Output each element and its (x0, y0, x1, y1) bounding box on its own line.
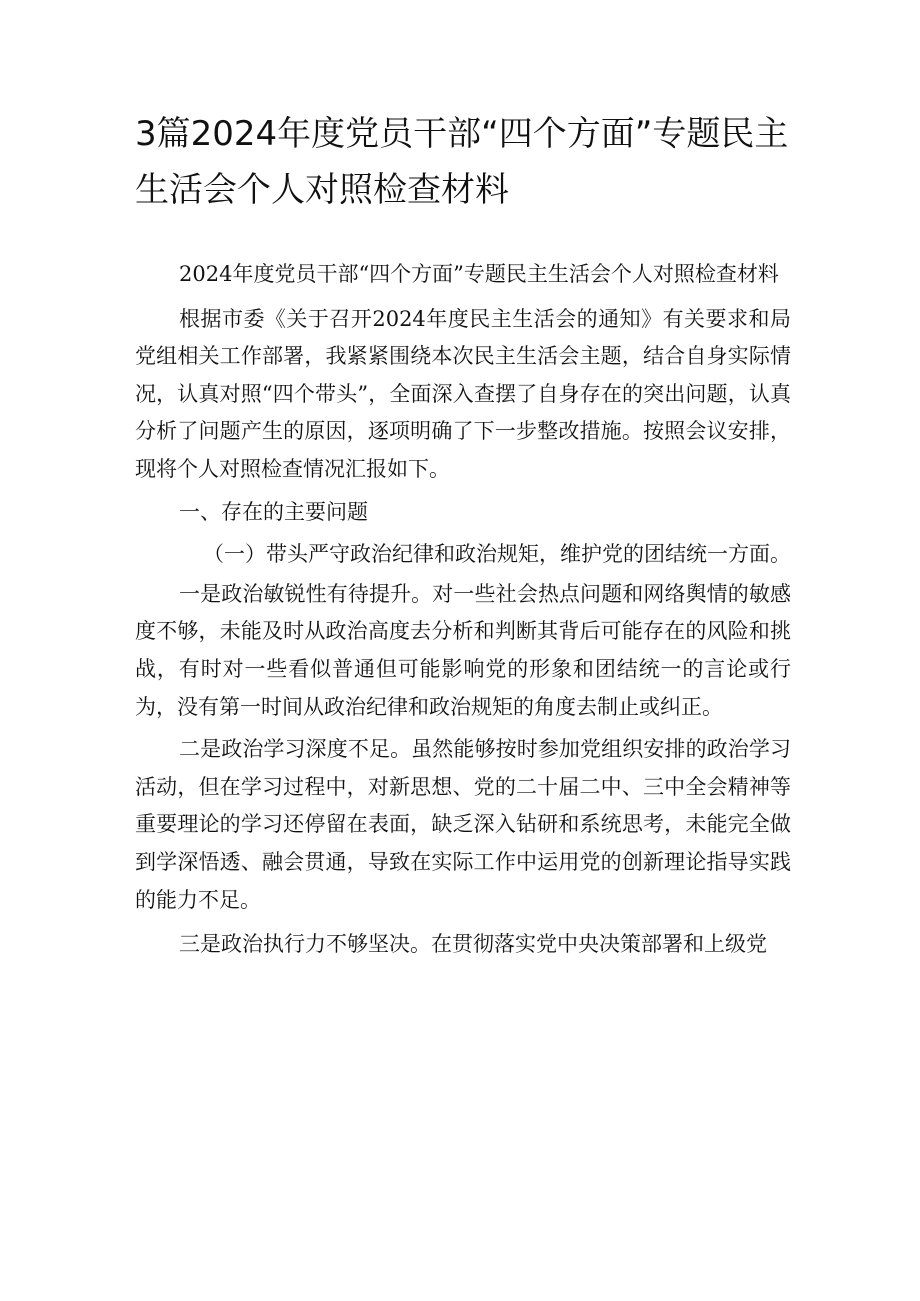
document-subtitle: 2024年度党员干部“四个方面”专题民主生活会个人对照检查材料 (179, 262, 779, 286)
subsection-heading: （一）带头严守政治纪律和政治规矩，维护党的团结统一方面。 (203, 542, 791, 567)
document-title: 3篇2024年度党员干部“四个方面”专题民主生活会个人对照检查材料 (135, 114, 789, 210)
section-heading: 一、存在的主要问题 (179, 499, 368, 524)
body-paragraph: 一是政治敏锐性有待提升。对一些社会热点问题和网络舆情的敏感度不够，未能及时从政治高度去分析和判断其背后可能存在的风险和挑战，有时对一些看似普通但可能影响党的形象和团结统一的言论或行为，没有第一时间从政治纪律和政治规矩的角度去制止或纠正。 (135, 581, 791, 719)
body-paragraph: 三是政治执行力不够坚决。在贯彻落实党中央决策部署和上级党 (179, 932, 767, 957)
body-paragraph: 二是政治学习深度不足。虽然能够按时参加党组织安排的政治学习活动，但在学习过程中，对新思想、党的二十届二中、三中全会精神等重要理论的学习还停留在表面，缺乏深入钻研和系统思考，未能完全做到学深悟透、融会贯通，导致在实际工作中运用党的创新理论指导实践的能力不足。 (135, 737, 791, 912)
intro-paragraph: 根据市委《关于召开2024年度民主生活会的通知》有关要求和局党组相关工作部署，我紧紧围绕本次民主生活会主题，结合自身实际情况，认真对照“四个带头”，全面深入查摆了自身存在的突出问题，认真分析了问题产生的原因，逐项明确了下一步整改措施。按照会议安排，现将个人对照检查情况汇报如下。 (135, 306, 791, 481)
document-body (135, 256, 791, 964)
